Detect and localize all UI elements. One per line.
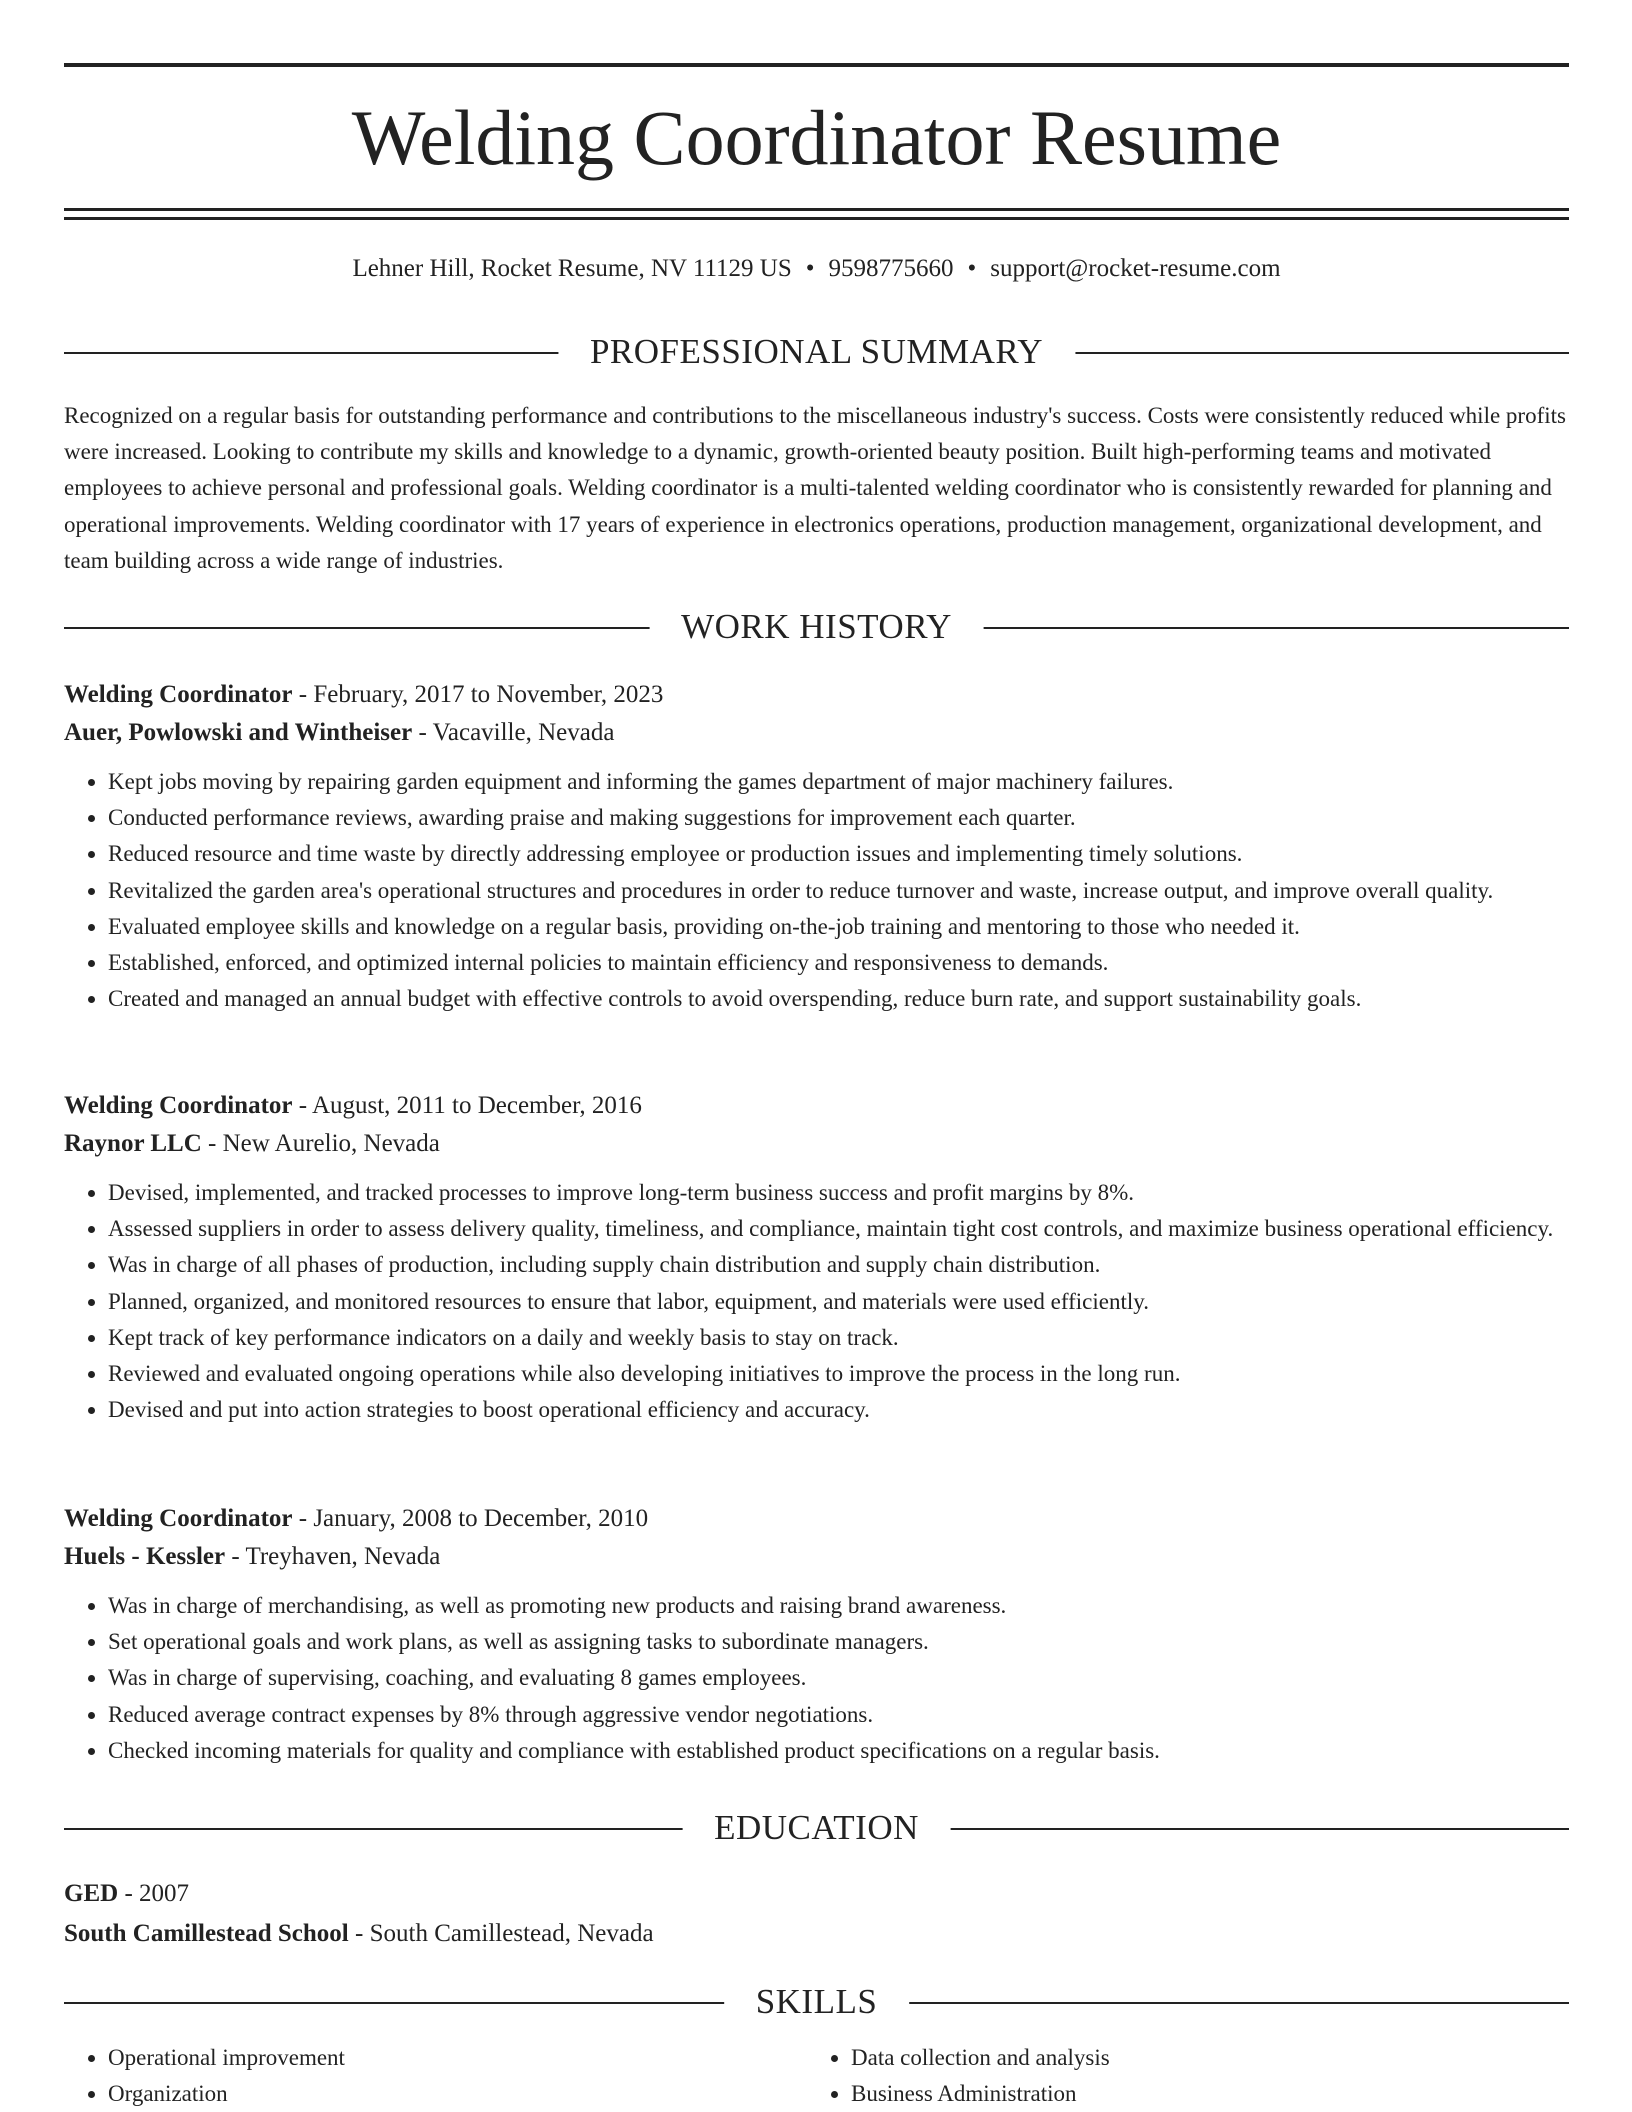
title-double-rule xyxy=(64,208,1569,220)
job-title: Welding Coordinator xyxy=(64,1505,293,1532)
job-bullets xyxy=(64,1175,1569,1428)
job-dates: - August, 2011 to December, 2016 xyxy=(292,1092,642,1119)
top-rule xyxy=(64,63,1569,67)
job-company: Raynor LLC xyxy=(64,1130,202,1157)
job-company-line xyxy=(64,1125,1569,1163)
contact-separator: • xyxy=(805,255,815,282)
job-title-line xyxy=(64,1087,1569,1125)
job-bullets xyxy=(64,1588,1569,1769)
job-entry xyxy=(64,1087,1569,1428)
job-bullet: • Created and managed an annual budget with effective controls to avoid overspending, reduce burn rate, and support sustainability goals. xyxy=(108,981,1569,1017)
section-title: SKILLS xyxy=(724,1982,910,2022)
skills-column-right xyxy=(807,2040,1110,2112)
job-bullet: • Reduced average contract expenses by 8% through aggressive vendor negotiations. xyxy=(108,1697,1569,1733)
section-title: EDUCATION xyxy=(682,1808,951,1848)
professional-summary: Recognized on a regular basis for outstanding performance and contributions to the miscellaneous industry's success. Costs were consistently reduced while profits were increased. Looking to contribute my skills and knowledge to a dynamic, growth-oriented beauty position. Built high-performing teams and motivated employees to achieve personal and professional goals. Welding coordinator is a multi-talented welding coordinator who is consistently rewarded for planning and operational improvements. Welding coordinator with 17 years of experience in electronics operations, production management, organizational development, and team building across a wide range of industries. xyxy=(64,403,1566,573)
job-bullet: • Was in charge of all phases of production, including supply chain distribution and supply chain distribution. xyxy=(108,1247,1569,1283)
education-school: South Camillestead School xyxy=(64,1920,349,1947)
education-degree-line xyxy=(64,1875,1569,1913)
job-bullets xyxy=(64,764,1569,1017)
job-bullet: • Devised and put into action strategies to boost operational efficiency and accuracy. xyxy=(108,1392,1569,1428)
job-bullet: • Was in charge of merchandising, as well as promoting new products and raising brand awareness. xyxy=(108,1588,1569,1624)
education-degree: GED xyxy=(64,1880,119,1907)
job-entry xyxy=(64,676,1569,1017)
section-heading-work-history xyxy=(64,607,1569,647)
job-location: - Vacaville, Nevada xyxy=(412,719,615,746)
skill-item: • Organization xyxy=(108,2076,345,2112)
job-bullet: • Devised, implemented, and tracked processes to improve long-term business success and profit margins by 8%. xyxy=(108,1175,1569,1211)
skill-item: • Operational improvement xyxy=(108,2040,345,2076)
education-location: - South Camillestead, Nevada xyxy=(348,1920,654,1947)
skill-item: • Data collection and analysis xyxy=(851,2040,1110,2076)
section-title: WORK HISTORY xyxy=(649,607,984,647)
contact-separator: • xyxy=(967,255,977,282)
job-company: Auer, Powlowski and Wintheiser xyxy=(64,719,413,746)
job-bullet: • Conducted performance reviews, awarding praise and making suggestions for improvement each quarter. xyxy=(108,800,1569,836)
job-bullet: • Was in charge of supervising, coaching, and evaluating 8 games employees. xyxy=(108,1660,1569,1696)
job-title: Welding Coordinator xyxy=(64,1092,293,1119)
job-company-line xyxy=(64,1538,1569,1576)
job-title: Welding Coordinator xyxy=(64,681,293,708)
job-bullet: • Assessed suppliers in order to assess delivery quality, timeliness, and compliance, maintain tight cost controls, and maximize business operational efficiency. xyxy=(108,1211,1569,1247)
contact-address: Lehner Hill, Rocket Resume, NV 11129 US xyxy=(352,255,792,282)
section-heading-skills xyxy=(64,1982,1569,2022)
section-heading-summary xyxy=(64,332,1569,372)
job-dates: - February, 2017 to November, 2023 xyxy=(292,681,664,708)
contact-line xyxy=(64,252,1569,286)
section-heading-education xyxy=(64,1808,1569,1848)
education-year: - 2007 xyxy=(118,1880,190,1907)
job-bullet: • Established, enforced, and optimized internal policies to maintain efficiency and responsiveness to demands. xyxy=(108,945,1569,981)
job-entry xyxy=(64,1500,1569,1769)
job-bullet: • Planned, organized, and monitored resources to ensure that labor, equipment, and materials were used efficiently. xyxy=(108,1284,1569,1320)
job-bullet: • Revitalized the garden area's operational structures and procedures in order to reduce turnover and waste, increase output, and improve overall quality. xyxy=(108,873,1569,909)
skill-item: • Business Administration xyxy=(851,2076,1110,2112)
job-bullet: • Reduced resource and time waste by directly addressing employee or production issues and implementing timely solutions. xyxy=(108,836,1569,872)
job-title-line xyxy=(64,1500,1569,1538)
job-company-line xyxy=(64,714,1569,752)
skills-column-left xyxy=(64,2040,345,2112)
education-entry xyxy=(64,1875,1569,1953)
contact-phone: 9598775660 xyxy=(828,255,954,282)
job-bullet: • Kept jobs moving by repairing garden equipment and informing the games department of major machinery failures. xyxy=(108,764,1569,800)
job-location: - New Aurelio, Nevada xyxy=(201,1130,440,1157)
job-bullet: • Set operational goals and work plans, as well as assigning tasks to subordinate managers. xyxy=(108,1624,1569,1660)
job-location: - Treyhaven, Nevada xyxy=(225,1543,441,1570)
job-bullet: • Reviewed and evaluated ongoing operations while also developing initiatives to improve the process in the long run. xyxy=(108,1356,1569,1392)
job-company: Huels - Kessler xyxy=(64,1543,226,1570)
job-bullet: • Checked incoming materials for quality and compliance with established product specifications on a regular basis. xyxy=(108,1733,1569,1769)
section-title: PROFESSIONAL SUMMARY xyxy=(558,332,1075,372)
job-bullet: • Kept track of key performance indicators on a daily and weekly basis to stay on track. xyxy=(108,1320,1569,1356)
contact-email: support@rocket-resume.com xyxy=(990,255,1281,282)
job-title-line xyxy=(64,676,1569,714)
job-bullet: • Evaluated employee skills and knowledge on a regular basis, providing on-the-job training and mentoring to those who needed it. xyxy=(108,909,1569,945)
resume-title: Welding Coordinator Resume xyxy=(351,94,1282,181)
education-school-line xyxy=(64,1915,1569,1953)
job-dates: - January, 2008 to December, 2010 xyxy=(292,1505,649,1532)
